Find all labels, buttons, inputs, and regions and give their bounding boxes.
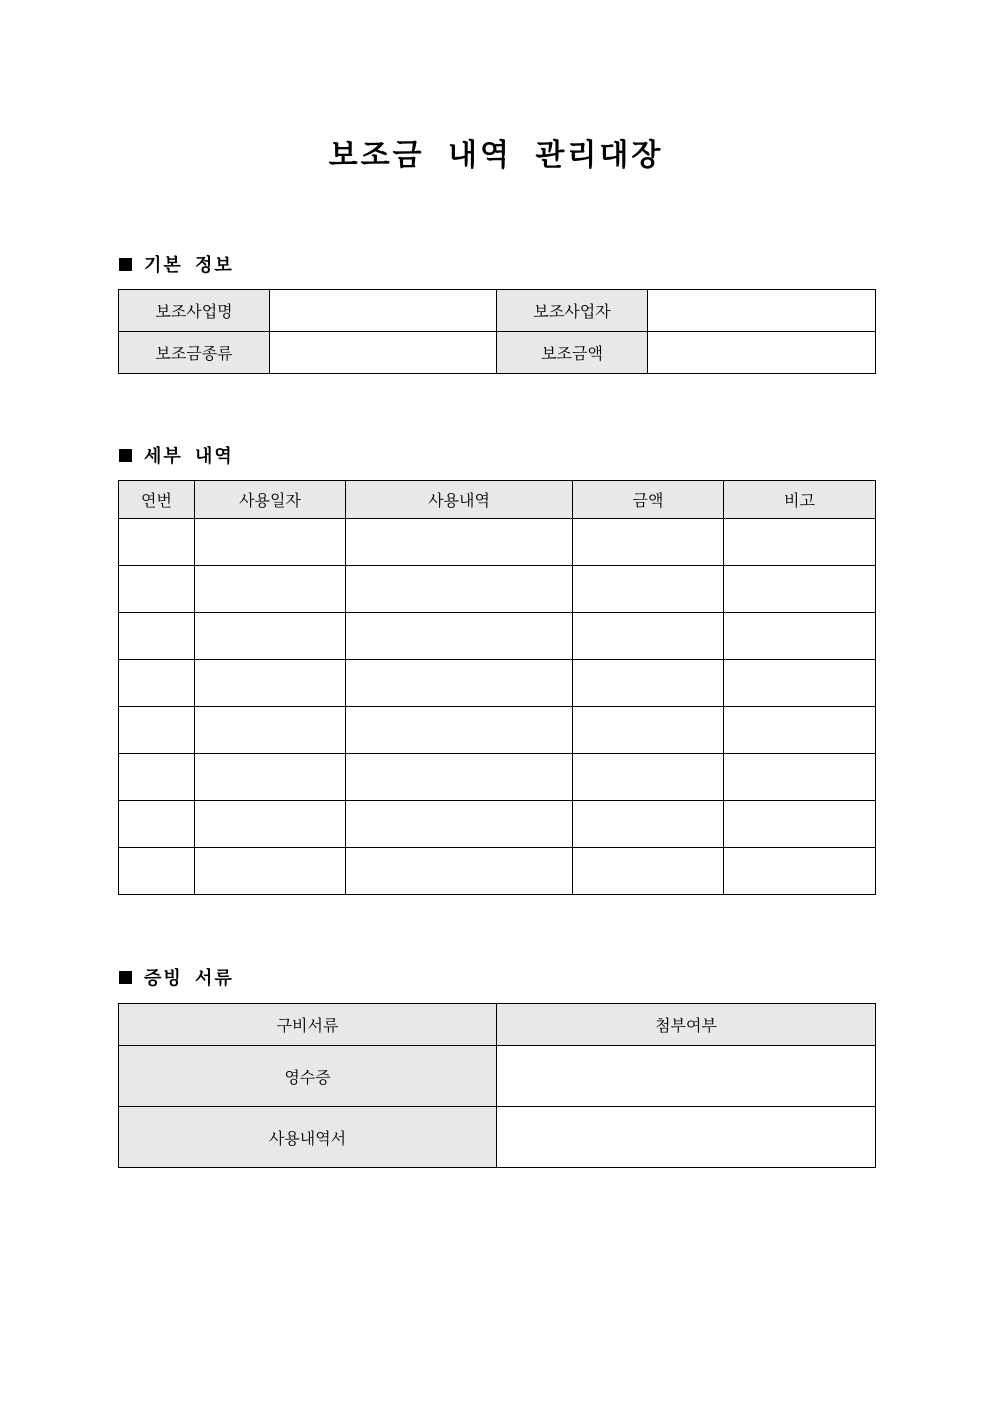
basic-info-table xyxy=(118,289,876,374)
usage-statement-attached-field[interactable] xyxy=(497,1107,876,1168)
receipt-label: 영수증 xyxy=(119,1046,497,1107)
document-title: 보조금 내역 관리대장 xyxy=(328,138,664,173)
table-row xyxy=(119,332,876,374)
table-header-row xyxy=(119,1004,876,1046)
table-cell[interactable] xyxy=(724,801,876,848)
table-cell[interactable] xyxy=(573,754,724,801)
table-row xyxy=(119,1107,876,1168)
table-header-row xyxy=(119,481,876,519)
table-cell[interactable] xyxy=(195,801,346,848)
table-cell[interactable] xyxy=(573,613,724,660)
table-cell[interactable] xyxy=(195,613,346,660)
detail-table xyxy=(118,480,876,895)
table-cell[interactable] xyxy=(119,660,195,707)
table-cell[interactable] xyxy=(119,754,195,801)
column-header-amount: 금액 xyxy=(573,481,724,519)
column-header-date: 사용일자 xyxy=(195,481,346,519)
subsidy-type-label: 보조금종류 xyxy=(119,332,270,374)
table-row xyxy=(119,754,876,801)
column-header-number: 연번 xyxy=(119,481,195,519)
table-cell[interactable] xyxy=(346,848,573,895)
table-row xyxy=(119,707,876,754)
table-cell[interactable] xyxy=(346,660,573,707)
column-header-required-docs: 구비서류 xyxy=(119,1004,497,1046)
square-bullet-icon xyxy=(119,449,132,462)
table-cell[interactable] xyxy=(724,660,876,707)
square-bullet-icon xyxy=(119,258,132,271)
subsidy-operator-label: 보조사업자 xyxy=(497,290,648,332)
table-cell[interactable] xyxy=(724,613,876,660)
table-cell[interactable] xyxy=(724,707,876,754)
table-cell[interactable] xyxy=(195,754,346,801)
table-cell[interactable] xyxy=(119,848,195,895)
subsidy-amount-field[interactable] xyxy=(648,332,876,374)
table-cell[interactable] xyxy=(346,613,573,660)
square-bullet-icon xyxy=(119,971,132,984)
table-cell[interactable] xyxy=(195,566,346,613)
table-cell[interactable] xyxy=(195,707,346,754)
table-cell[interactable] xyxy=(195,660,346,707)
table-cell[interactable] xyxy=(119,801,195,848)
table-cell[interactable] xyxy=(119,707,195,754)
table-cell[interactable] xyxy=(119,566,195,613)
table-cell[interactable] xyxy=(346,754,573,801)
subsidy-operator-field[interactable] xyxy=(648,290,876,332)
column-header-remarks: 비고 xyxy=(724,481,876,519)
table-cell[interactable] xyxy=(573,519,724,566)
table-row xyxy=(119,519,876,566)
usage-statement-label: 사용내역서 xyxy=(119,1107,497,1168)
subsidy-amount-label: 보조금액 xyxy=(497,332,648,374)
table-row xyxy=(119,566,876,613)
table-cell[interactable] xyxy=(573,660,724,707)
subsidy-project-name-label: 보조사업명 xyxy=(119,290,270,332)
evidence-table xyxy=(118,1003,876,1168)
table-cell[interactable] xyxy=(346,707,573,754)
table-cell[interactable] xyxy=(119,613,195,660)
subsidy-project-name-field[interactable] xyxy=(270,290,497,332)
evidence-heading xyxy=(119,964,234,990)
receipt-attached-field[interactable] xyxy=(497,1046,876,1107)
table-cell[interactable] xyxy=(573,566,724,613)
table-cell[interactable] xyxy=(195,848,346,895)
table-cell[interactable] xyxy=(346,519,573,566)
table-cell[interactable] xyxy=(119,519,195,566)
table-cell[interactable] xyxy=(195,519,346,566)
table-cell[interactable] xyxy=(573,707,724,754)
table-cell[interactable] xyxy=(346,801,573,848)
table-cell[interactable] xyxy=(724,848,876,895)
details-heading-label: 세부 내역 xyxy=(144,446,234,467)
column-header-usage: 사용내역 xyxy=(346,481,573,519)
table-row xyxy=(119,1046,876,1107)
table-cell[interactable] xyxy=(346,566,573,613)
table-row xyxy=(119,613,876,660)
basic-info-heading xyxy=(119,251,234,277)
table-cell[interactable] xyxy=(724,566,876,613)
table-row xyxy=(119,848,876,895)
column-header-attached: 첨부여부 xyxy=(497,1004,876,1046)
table-row xyxy=(119,660,876,707)
table-row xyxy=(119,290,876,332)
table-cell[interactable] xyxy=(724,519,876,566)
basic-info-heading-label: 기본 정보 xyxy=(144,255,234,276)
table-cell[interactable] xyxy=(573,801,724,848)
table-row xyxy=(119,801,876,848)
evidence-heading-label: 증빙 서류 xyxy=(144,968,234,989)
details-heading xyxy=(119,442,234,468)
subsidy-type-field[interactable] xyxy=(270,332,497,374)
table-cell[interactable] xyxy=(573,848,724,895)
table-cell[interactable] xyxy=(724,754,876,801)
